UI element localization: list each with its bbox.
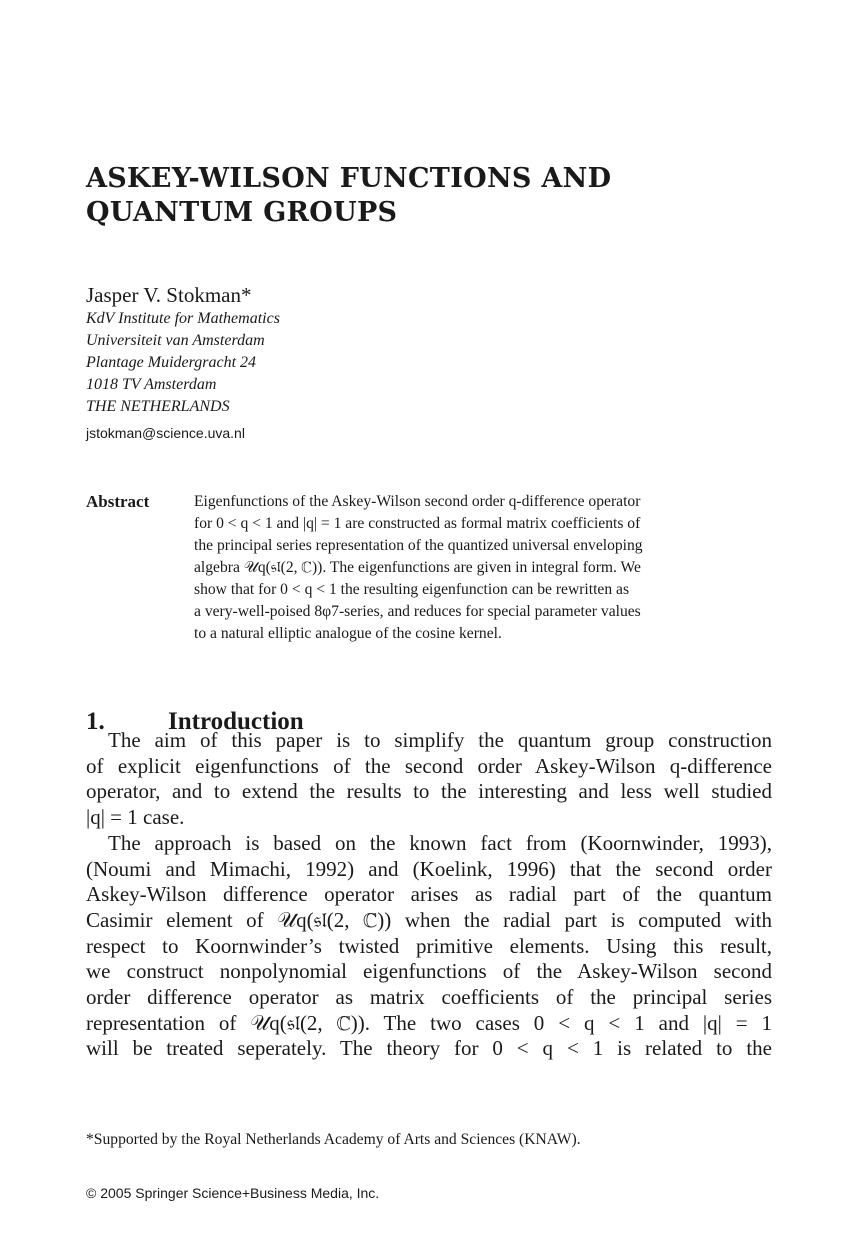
affiliation-line: Universiteit van Amsterdam [86,332,265,349]
footnote: *Supported by the Royal Netherlands Academy of Arts and Sciences (KNAW). [86,1131,581,1148]
body-line: order difference operator as matrix coefficients of the principal series [86,985,772,1010]
copyright-notice: © 2005 Springer Science+Business Media, Inc. [86,1185,380,1201]
author-name: Jasper V. Stokman* [86,283,252,307]
paper-title-line-2: QUANTUM GROUPS [86,197,398,228]
affiliation-line: KdV Institute for Mathematics [86,310,280,327]
affiliation-line: THE NETHERLANDS [86,398,230,415]
abstract-line: Eigenfunctions of the Askey-Wilson second order q-difference operator [194,493,641,510]
author-block [86,282,586,444]
body-line: Askey-Wilson difference operator arises as radial part of the quantum [86,882,772,907]
abstract-line: for 0 < q < 1 and |q| = 1 are constructed as formal matrix coefficients of [194,515,641,532]
abstract-line: to a natural elliptic analogue of the cosine kernel. [194,625,502,642]
abstract-line: a very-well-poised 8φ7-series, and reduces for special parameter values [194,603,641,620]
author-email: jstokman@science.uva.nl [86,425,245,441]
body-line: respect to Koornwinder’s twisted primitive elements. Using this result, [86,933,772,958]
abstract-label: Abstract [86,492,150,511]
affiliation-line: Plantage Muidergracht 24 [86,354,257,371]
affiliation-line: 1018 TV Amsterdam [86,376,217,393]
introduction-body [86,728,772,1062]
abstract-body [194,491,772,645]
body-line: Casimir element of 𝒰q(𝔰𝔩(2, ℂ)) when the radial part is computed with [86,907,772,932]
body-line: The approach is based on the known fact from (Koornwinder, 1993), [108,830,772,855]
body-line: |q| = 1 case. [86,805,185,830]
section-number: 1. [86,707,105,735]
abstract-line: the principal series representation of the quantized universal enveloping [194,537,643,554]
body-line: The aim of this paper is to simplify the quantum group construction [108,728,772,752]
body-line: we construct nonpolynomial eigenfunctions of the Askey-Wilson second [86,959,772,984]
abstract-line: show that for 0 < q < 1 the resulting eigenfunction can be rewritten as [194,581,630,598]
abstract-line: algebra 𝒰q(𝔰𝔩(2, ℂ)). The eigenfunctions are given in integral form. We [194,559,641,576]
body-line: (Noumi and Mimachi, 1992) and (Koelink, 1996) that the second order [86,856,772,881]
section-title: Introduction [168,707,304,735]
body-line: of explicit eigenfunctions of the second order Askey-Wilson q-difference [86,753,772,778]
paper-title [86,162,786,230]
body-line: representation of 𝒰q(𝔰𝔩(2, ℂ)). The two cases 0 < q < 1 and |q| = 1 [86,1010,772,1035]
paper-title-line-1: ASKEY-WILSON FUNCTIONS AND [86,163,612,194]
body-line: will be treated seperately. The theory for 0 < q < 1 is related to the [86,1036,772,1061]
body-line: operator, and to extend the results to the interesting and less well studied [86,779,772,804]
